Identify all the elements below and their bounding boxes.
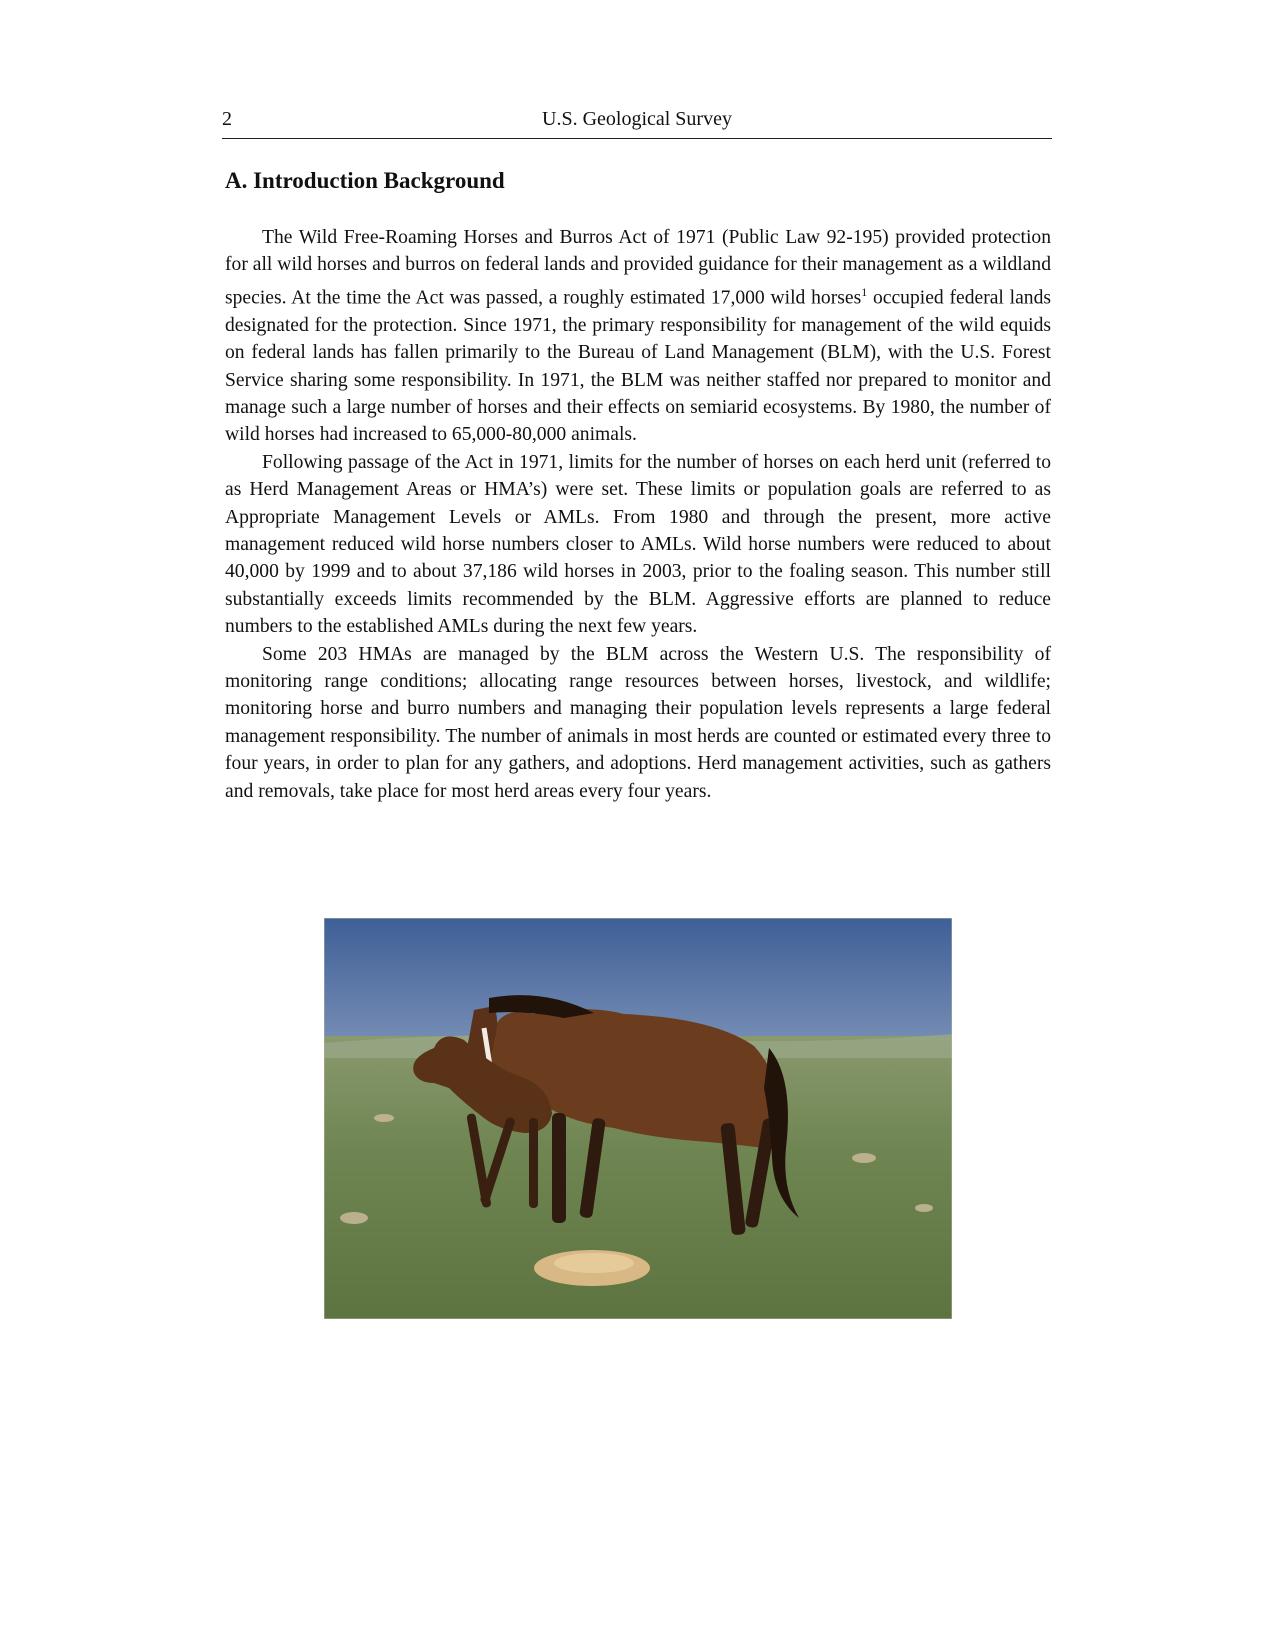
paragraph-3: Some 203 HMAs are managed by the BLM across the Western U.S. The responsibility of monitoring range conditions; allocating range resources between horses, livestock, and wildlife; monitoring horse and burro numbers and managing their population levels represents a large federal management responsibility. The number of animals in most herds are counted or estimated every three to four years, in order to plan for any gathers, and adoptions. Herd management activities, such as gathers and removals, take place for most herd areas every four years. <box>225 643 1051 802</box>
paragraph-1-text-b: occupied federal lands designated for the protection. Since 1971, the primary responsibility for management of the wild equids on federal lands has fallen primarily to the Bureau of Land Management (BLM), with the U.S. Forest Service sharing some responsibility. In 1971, the BLM was neither staffed nor prepared to monitor and manage such a large number of horses and their effects on semiarid ecosystems. By 1980, the number of wild horses had increased to 65,000-80,000 animals. <box>225 287 1052 446</box>
section-heading: A. Introduction Background <box>225 168 505 193</box>
horses-photo-graphic <box>324 918 952 1319</box>
running-header <box>222 108 1052 139</box>
footnote-ref: 1 <box>861 284 868 299</box>
publisher-name: U.S. Geological Survey <box>542 108 732 130</box>
paragraph-1-text-a: The Wild Free-Roaming Horses and Burros Act of 1971 (Public Law 92-195) provided protection for all wild horses and burros on federal lands and provided guidance for their management as a wildland species. At the time the Act was passed, a roughly estimated 17,000 wild horses <box>225 227 1051 309</box>
body-text <box>225 224 1051 805</box>
paragraph-1 <box>225 224 1051 449</box>
paragraph-2: Following passage of the Act in 1971, limits for the number of horses on each herd unit (referred to as Herd Management Areas or HMA’s) were set. These limits or population goals are referred to as Appropriate Management Levels or AMLs. From 1980 and through the present, more active management reduced wild horse numbers closer to AMLs. Wild horse numbers were reduced to about 40,000 by 1999 and to about 37,186 wild horses in 2003, prior to the foaling season. This number still substantially exceeds limits recommended by the BLM. Aggressive efforts are planned to reduce numbers to the established AMLs during the next few years. <box>225 451 1051 638</box>
page-number: 2 <box>222 108 232 130</box>
horses-photo <box>324 918 952 1319</box>
